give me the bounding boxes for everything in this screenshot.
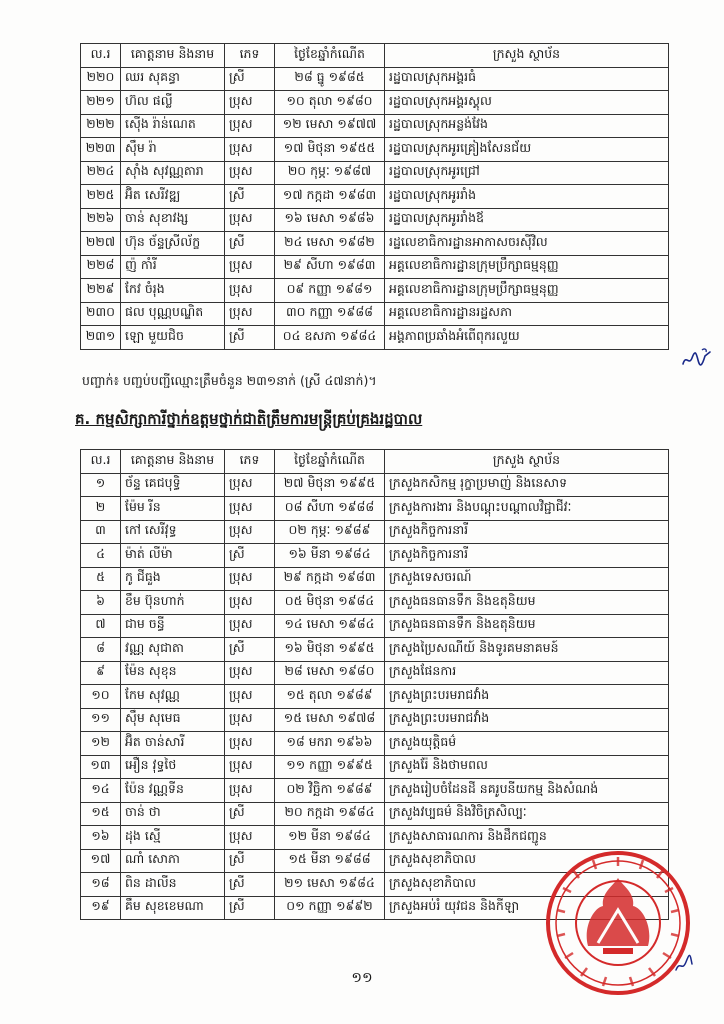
cell-name: ហ៊ុន ច័ន្ទស្រីល័ក្ខ	[121, 232, 225, 256]
cell-no: ៤	[81, 544, 121, 568]
cell-sex: ប្រុស	[225, 826, 275, 850]
cell-no: ១៥	[81, 802, 121, 826]
cell-ministry: ក្រសួងវប្បធម៌ និងវិចិត្រសិល្បៈ	[385, 802, 669, 826]
cell-name: ស៊ឹម សុមេធ	[121, 708, 225, 732]
cell-dob: ២៩ កក្កដា ១៩៨៣	[275, 567, 385, 591]
cell-sex: ប្រុស	[225, 567, 275, 591]
header-name: គោត្តនាម និងនាម	[121, 44, 225, 68]
cell-ministry: រដ្ឋបាលស្រុកអង្គរធំ	[385, 67, 669, 91]
cell-dob: ០៨ សីហា ១៩៨៨	[275, 497, 385, 521]
footnote: បញ្ចាក់៖ បញ្ជប់បញ្ជីឈ្មោះត្រឹមចំនួន ២៣១នាក់ (ស្រី ៤៧នាក់)។	[82, 373, 377, 388]
cell-name: ណាំ សោភា	[121, 849, 225, 873]
table-row	[81, 614, 669, 638]
cell-name: កៅ សេរីវុទ្ធ	[121, 520, 225, 544]
cell-ministry: ក្រសួងរ៉ែ និងថាមពល	[385, 755, 669, 779]
cell-sex: ប្រុស	[225, 591, 275, 615]
cell-sex: ស្រី	[225, 896, 275, 920]
cell-sex: ស្រី	[225, 873, 275, 897]
cell-dob: ១២ មីនា ១៩៨៤	[275, 826, 385, 850]
cell-no: ៩	[81, 661, 121, 685]
cell-sex: ប្រុស	[225, 302, 275, 326]
cell-no: ២៣១	[81, 326, 121, 350]
cell-dob: ១១ កញ្ញា ១៩៩៥	[275, 755, 385, 779]
cell-name: ស៊ឹម រ៉ា	[121, 138, 225, 162]
cell-dob: ០៥ មិថុនា ១៩៨៤	[275, 591, 385, 615]
cell-dob: ២០ កក្កដា ១៩៨៤	[275, 802, 385, 826]
table-header-row	[81, 44, 669, 68]
cell-sex: ស្រី	[225, 185, 275, 209]
table-row	[81, 279, 669, 303]
cell-no: ១៦	[81, 826, 121, 850]
cell-name: ពិន ដាលីន	[121, 873, 225, 897]
cell-no: ១២	[81, 732, 121, 756]
cell-sex: ស្រី	[225, 849, 275, 873]
cell-sex: ស្រី	[225, 232, 275, 256]
cell-sex: ប្រុស	[225, 614, 275, 638]
cell-sex: ប្រុស	[225, 779, 275, 803]
cell-sex: ស្រី	[225, 544, 275, 568]
cell-sex: ប្រុស	[225, 661, 275, 685]
cell-sex: ស្រី	[225, 326, 275, 350]
cell-no: ៧	[81, 614, 121, 638]
cell-ministry: រដ្ឋលេខាធិការដ្ឋានអាកាសចរស៊ីវិល	[385, 232, 669, 256]
table-row	[81, 779, 669, 803]
table-row	[81, 544, 669, 568]
table-row	[81, 67, 669, 91]
cell-name: ជាម ចន្ធី	[121, 614, 225, 638]
cell-ministry: រដ្ឋបាលស្រុកអង្គរស្គុល	[385, 91, 669, 115]
table-row	[81, 520, 669, 544]
table-row	[81, 826, 669, 850]
cell-name: ឈរ សុគន្ធា	[121, 67, 225, 91]
cell-name: ម៉ាត់ លីម៉ា	[121, 544, 225, 568]
cell-ministry: រដ្ឋបាលស្រុកអូរគ្រៀងសែនជ័យ	[385, 138, 669, 162]
cell-ministry: ក្រសួងសុខាភិបាល	[385, 873, 669, 897]
cell-dob: ០៩ កញ្ញា ១៩៨១	[275, 279, 385, 303]
cell-ministry: ក្រសួងសាធារណការ និងដឹកជញ្ជូន	[385, 826, 669, 850]
cell-ministry: ក្រសួងសុខាភិបាល	[385, 849, 669, 873]
table-row	[81, 497, 669, 521]
cell-name: ឡោ មួយជិច	[121, 326, 225, 350]
cell-no: ១០	[81, 685, 121, 709]
cell-dob: ០២ វិច្ឆិកា ១៩៨៩	[275, 779, 385, 803]
cell-ministry: ក្រសួងការងារ និងបណ្តុះបណ្តាលវិជ្ជាជីវៈ	[385, 497, 669, 521]
cell-no: ២២១	[81, 91, 121, 115]
cell-name: កូ ជីធួង	[121, 567, 225, 591]
table-row	[81, 255, 669, 279]
table-row	[81, 138, 669, 162]
table-row	[81, 185, 669, 209]
cell-name: ស៊ើង រ៉ាន់ណេត	[121, 114, 225, 138]
table-row	[81, 661, 669, 685]
cell-no: ២២៩	[81, 279, 121, 303]
cell-no: ២២០	[81, 67, 121, 91]
table-row	[81, 567, 669, 591]
header-dob: ថ្ងៃខែឆ្នាំកំណើត	[275, 44, 385, 68]
cell-no: ២២២	[81, 114, 121, 138]
cell-sex: ប្រុស	[225, 208, 275, 232]
cell-ministry: ក្រសួងយុត្តិធម៌	[385, 732, 669, 756]
cell-dob: ១២ មេសា ១៩៧៧	[275, 114, 385, 138]
cell-ministry: ក្រសួងកិច្ចការនារី	[385, 520, 669, 544]
cell-dob: ៣០ កញ្ញា ១៩៨៨	[275, 302, 385, 326]
cell-sex: ស្រី	[225, 638, 275, 662]
cell-no: ២២៨	[81, 255, 121, 279]
table-row	[81, 708, 669, 732]
cell-sex: ស្រី	[225, 802, 275, 826]
cell-dob: ១៤ មេសា ១៩៨៤	[275, 614, 385, 638]
cell-ministry: រដ្ឋបាលស្រុកអន្លង់វែង	[385, 114, 669, 138]
table-row	[81, 326, 669, 350]
cell-ministry: អង្គភាពប្រឆាំងអំពើពុករលួយ	[385, 326, 669, 350]
cell-sex: ប្រុស	[225, 708, 275, 732]
cell-no: ១៩	[81, 896, 121, 920]
header-dob: ថ្ងៃខែឆ្នាំកំណើត	[275, 450, 385, 474]
cell-name: ដុង ស្មើ	[121, 826, 225, 850]
table-row	[81, 208, 669, 232]
cell-ministry: ក្រសួងព្រះបរមរាជវាំង	[385, 708, 669, 732]
cell-ministry: ក្រសួងអប់រំ យុវជន និងកីឡា	[385, 896, 669, 920]
cell-no: ២២៧	[81, 232, 121, 256]
cell-dob: ១៦ មេសា ១៩៨៦	[275, 208, 385, 232]
cell-name: ប៉ែន វណ្ណទីន	[121, 779, 225, 803]
cell-ministry: រដ្ឋបាលស្រុកអូរជ្រៅ	[385, 161, 669, 185]
table-row	[81, 638, 669, 662]
cell-no: ២២៦	[81, 208, 121, 232]
table-row	[81, 685, 669, 709]
cell-no: ១៤	[81, 779, 121, 803]
cell-sex: ប្រុស	[225, 114, 275, 138]
cell-name: ចាន់ សុខាវង្ស	[121, 208, 225, 232]
cell-sex: ប្រុស	[225, 732, 275, 756]
header-name: គោត្តនាម និងនាម	[121, 450, 225, 474]
cell-name: ផល បុណ្ណបណ្ឌិត	[121, 302, 225, 326]
cell-dob: ១៨ មករា ១៩៦៦	[275, 732, 385, 756]
cell-no: ៥	[81, 567, 121, 591]
table-row	[81, 302, 669, 326]
cell-ministry: ក្រសួងទេសចរណ៍	[385, 567, 669, 591]
cell-name: ខឹម ប៊ុនហាក់	[121, 591, 225, 615]
header-sex: ភេទ	[225, 450, 275, 474]
cell-sex: ប្រុស	[225, 473, 275, 497]
cell-dob: ១៧ មិថុនា ១៩៥៥	[275, 138, 385, 162]
cell-no: ១៧	[81, 849, 121, 873]
table-row	[81, 161, 669, 185]
cell-dob: ០២ កុម្ភៈ ១៩៨៩	[275, 520, 385, 544]
cell-dob: ២៩ សីហា ១៩៨៣	[275, 255, 385, 279]
table-row	[81, 114, 669, 138]
cell-dob: ១៥ មេសា ១៩៧៨	[275, 708, 385, 732]
cell-no: ១៣	[81, 755, 121, 779]
table-body	[81, 67, 669, 349]
cell-no: ២២៣	[81, 138, 121, 162]
table-row	[81, 473, 669, 497]
cell-no: ១៨	[81, 873, 121, 897]
cell-no: ២៣០	[81, 302, 121, 326]
table-row	[81, 591, 669, 615]
cell-ministry: រដ្ឋបាលស្រុកអូររាំងឪ	[385, 208, 669, 232]
cell-no: ១១	[81, 708, 121, 732]
cell-name: ហ៊ល ផល្លី	[121, 91, 225, 115]
cell-name: កែវ ចំរុង	[121, 279, 225, 303]
cell-name: ម៉ែន សុខុន	[121, 661, 225, 685]
header-no: ល.រ	[81, 44, 121, 68]
cell-dob: ២៤ មេសា ១៩៨២	[275, 232, 385, 256]
page-number: ១១	[351, 970, 373, 986]
personnel-table-1	[80, 43, 669, 350]
cell-sex: ប្រុស	[225, 138, 275, 162]
cell-name: កែម សុវណ្ណ	[121, 685, 225, 709]
cell-ministry: ក្រសួងផែនការ	[385, 661, 669, 685]
cell-ministry: ក្រសួងប្រៃសណីយ៍ និងទូរគមនាគមន៍	[385, 638, 669, 662]
cell-no: ២២៥	[81, 185, 121, 209]
cell-no: ២	[81, 497, 121, 521]
cell-ministry: ក្រសួងកសិកម្ម រុក្ខាប្រមាញ់ និងនេសាទ	[385, 473, 669, 497]
cell-sex: ស្រី	[225, 67, 275, 91]
table-row	[81, 232, 669, 256]
cell-dob: ១៦ មិថុនា ១៩៩៥	[275, 638, 385, 662]
cell-ministry: អគ្គលេខាធិការដ្ឋានក្រុមប្រឹក្សាធម្មនុញ្ញ	[385, 255, 669, 279]
cell-dob: ១០ តុលា ១៩៨០	[275, 91, 385, 115]
cell-dob: ២៨ ធ្នូ ១៩៨៥	[275, 67, 385, 91]
cell-sex: ប្រុស	[225, 255, 275, 279]
cell-ministry: ក្រសួងព្រះបរមរាជវាំង	[385, 685, 669, 709]
cell-dob: ១៥ តុលា ១៩៨៩	[275, 685, 385, 709]
table-row	[81, 91, 669, 115]
cell-name: វណ្ណ សុជាតា	[121, 638, 225, 662]
cell-sex: ប្រុស	[225, 755, 275, 779]
cell-name: ញ៉ កាំរី	[121, 255, 225, 279]
cell-dob: ១៥ មីនា ១៩៨៨	[275, 849, 385, 873]
cell-sex: ប្រុស	[225, 279, 275, 303]
cell-no: ៣	[81, 520, 121, 544]
cell-dob: ២០ កុម្ភៈ ១៩៨៧	[275, 161, 385, 185]
cell-dob: ០១ កញ្ញា ១៩៩២	[275, 896, 385, 920]
table-row	[81, 802, 669, 826]
cell-no: ៦	[81, 591, 121, 615]
cell-ministry: ក្រសួងកិច្ចការនារី	[385, 544, 669, 568]
cell-ministry: ក្រសួងរៀបចំដែនដី នគរូបនីយកម្ម និងសំណង់	[385, 779, 669, 803]
cell-sex: ប្រុស	[225, 520, 275, 544]
table-row	[81, 755, 669, 779]
cell-name: អ៊ិត ចាន់សារី	[121, 732, 225, 756]
cell-ministry: អគ្គលេខាធិការដ្ឋានរដ្ឋសភា	[385, 302, 669, 326]
header-no: ល.រ	[81, 450, 121, 474]
cell-sex: ប្រុស	[225, 161, 275, 185]
cell-dob: ១៦ មីនា ១៩៨៤	[275, 544, 385, 568]
cell-ministry: ក្រសួងធនធានទឹក និងឧតុនិយម	[385, 591, 669, 615]
cell-dob: ២៧ មិថុនា ១៩៩៥	[275, 473, 385, 497]
header-ministry: ក្រសួង ស្ថាប័ន	[385, 450, 669, 474]
cell-ministry: រដ្ឋបាលស្រុកអូររាំង	[385, 185, 669, 209]
cell-dob: ០៤ ឧសភា ១៩៨៤	[275, 326, 385, 350]
cell-dob: ២១ មេសា ១៩៨៤	[275, 873, 385, 897]
cell-ministry: អគ្គលេខាធិការដ្ឋានក្រុមប្រឹក្សាធម្មនុញ្ញ	[385, 279, 669, 303]
cell-name: ស៊ាំង សុវណ្ណតារា	[121, 161, 225, 185]
handwritten-initial-icon	[680, 346, 714, 372]
cell-dob: ២៨ មេសា ១៩៨០	[275, 661, 385, 685]
cell-no: ៨	[81, 638, 121, 662]
cell-sex: ប្រុស	[225, 497, 275, 521]
cell-name: ម៉ែម រីន	[121, 497, 225, 521]
cell-name: គឹម សុខខេមណា	[121, 896, 225, 920]
header-sex: ភេទ	[225, 44, 275, 68]
table-row	[81, 732, 669, 756]
cell-no: ២២៤	[81, 161, 121, 185]
cell-name: ច័ន្ទ គេជបុទ្ធិ	[121, 473, 225, 497]
cell-dob: ១៧ កក្កដា ១៩៨៣	[275, 185, 385, 209]
header-ministry: ក្រសួង ស្ថាប័ន	[385, 44, 669, 68]
cell-no: ១	[81, 473, 121, 497]
section-heading: គ. កម្មសិក្សាការីថ្នាក់ឧត្តមថ្នាក់ជាតិត្រឹមការមន្ត្រីគ្រប់គ្រងរដ្ឋបាល	[75, 410, 423, 428]
cell-name: អ៊ិត សេរីវឌ្ឍ	[121, 185, 225, 209]
cell-name: អឿន វុទ្ធថៃ	[121, 755, 225, 779]
cell-sex: ប្រុស	[225, 685, 275, 709]
cell-ministry: ក្រសួងធនធានទឹក និងឧតុនិយម	[385, 614, 669, 638]
table-header-row	[81, 450, 669, 474]
cell-sex: ប្រុស	[225, 91, 275, 115]
cell-name: ចាន់ ថា	[121, 802, 225, 826]
